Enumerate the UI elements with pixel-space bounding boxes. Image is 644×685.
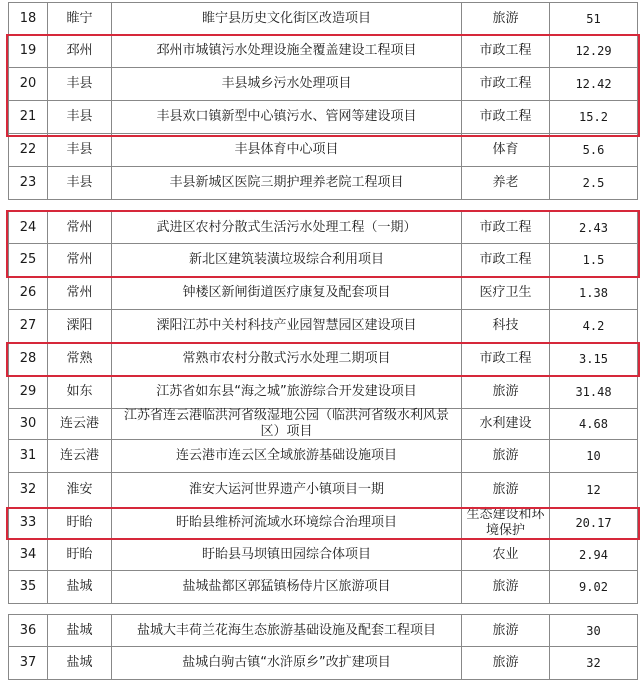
row-number: 31 bbox=[8, 440, 48, 472]
row-type: 旅游 bbox=[462, 571, 550, 603]
row-amount: 5.6 bbox=[550, 134, 638, 166]
row-type: 医疗卫生 bbox=[462, 277, 550, 309]
row-amount: 3.15 bbox=[550, 343, 638, 375]
row-project: 新北区建筑装潢垃圾综合利用项目 bbox=[112, 244, 462, 276]
row-project: 睢宁县历史文化街区改造项目 bbox=[112, 3, 462, 34]
row-amount: 4.68 bbox=[550, 409, 638, 439]
table-row bbox=[8, 473, 638, 508]
row-city: 丰县 bbox=[48, 68, 112, 100]
row-amount: 1.38 bbox=[550, 277, 638, 309]
row-type: 市政工程 bbox=[462, 35, 550, 67]
row-number: 21 bbox=[8, 101, 48, 133]
row-city: 连云港 bbox=[48, 409, 112, 439]
row-type: 旅游 bbox=[462, 440, 550, 472]
row-number: 30 bbox=[8, 409, 48, 439]
row-type: 市政工程 bbox=[462, 68, 550, 100]
row-number: 29 bbox=[8, 376, 48, 408]
table-row bbox=[8, 68, 638, 101]
row-number: 37 bbox=[8, 647, 48, 679]
row-city: 盐城 bbox=[48, 647, 112, 679]
row-city: 丰县 bbox=[48, 134, 112, 166]
row-number: 28 bbox=[8, 343, 48, 375]
row-number: 20 bbox=[8, 68, 48, 100]
row-city: 睢宁 bbox=[48, 3, 112, 34]
row-type: 市政工程 bbox=[462, 244, 550, 276]
row-type: 市政工程 bbox=[462, 212, 550, 243]
row-type: 科技 bbox=[462, 310, 550, 342]
row-city: 淮安 bbox=[48, 473, 112, 507]
table-row bbox=[8, 211, 638, 244]
row-project: 钟楼区新闸街道医疗康复及配套项目 bbox=[112, 277, 462, 309]
table-row bbox=[8, 244, 638, 277]
row-type: 旅游 bbox=[462, 473, 550, 507]
row-project: 盐城白驹古镇“水浒原乡”改扩建项目 bbox=[112, 647, 462, 679]
row-city: 盱眙 bbox=[48, 539, 112, 570]
row-amount: 12.29 bbox=[550, 35, 638, 67]
row-type: 市政工程 bbox=[462, 343, 550, 375]
row-project: 盱眙县维桥河流域水环境综合治理项目 bbox=[112, 508, 462, 538]
row-number: 23 bbox=[8, 167, 48, 199]
table-row bbox=[8, 647, 638, 680]
row-city: 丰县 bbox=[48, 101, 112, 133]
table-row bbox=[8, 440, 638, 473]
table-row bbox=[8, 167, 638, 200]
table-row bbox=[8, 571, 638, 604]
row-city: 常熟 bbox=[48, 343, 112, 375]
table-row bbox=[8, 409, 638, 440]
row-amount: 12 bbox=[550, 473, 638, 507]
row-number: 26 bbox=[8, 277, 48, 309]
row-number: 22 bbox=[8, 134, 48, 166]
row-amount: 20.17 bbox=[550, 508, 638, 538]
row-city: 盐城 bbox=[48, 571, 112, 603]
row-number: 33 bbox=[8, 508, 48, 538]
row-amount: 1.5 bbox=[550, 244, 638, 276]
row-project: 丰县新城区医院三期护理养老院工程项目 bbox=[112, 167, 462, 199]
row-project: 常熟市农村分散式污水处理二期项目 bbox=[112, 343, 462, 375]
row-amount: 30 bbox=[550, 615, 638, 646]
row-amount: 15.2 bbox=[550, 101, 638, 133]
table-row bbox=[8, 508, 638, 539]
row-type: 旅游 bbox=[462, 376, 550, 408]
row-city: 常州 bbox=[48, 244, 112, 276]
row-amount: 2.5 bbox=[550, 167, 638, 199]
row-city: 丰县 bbox=[48, 167, 112, 199]
row-number: 32 bbox=[8, 473, 48, 507]
row-city: 盐城 bbox=[48, 615, 112, 646]
row-city: 连云港 bbox=[48, 440, 112, 472]
row-project: 江苏省如东县“海之城”旅游综合开发建设项目 bbox=[112, 376, 462, 408]
row-city: 邳州 bbox=[48, 35, 112, 67]
row-number: 18 bbox=[8, 3, 48, 34]
row-number: 35 bbox=[8, 571, 48, 603]
table-row bbox=[8, 35, 638, 68]
table-row bbox=[8, 101, 638, 134]
row-city: 常州 bbox=[48, 277, 112, 309]
row-city: 如东 bbox=[48, 376, 112, 408]
row-amount: 9.02 bbox=[550, 571, 638, 603]
row-amount: 2.94 bbox=[550, 539, 638, 570]
row-project: 淮安大运河世界遗产小镇项目一期 bbox=[112, 473, 462, 507]
row-project: 武进区农村分散式生活污水处理工程（一期） bbox=[112, 212, 462, 243]
row-amount: 10 bbox=[550, 440, 638, 472]
row-number: 36 bbox=[8, 615, 48, 646]
table-row bbox=[8, 2, 638, 35]
row-amount: 12.42 bbox=[550, 68, 638, 100]
row-city: 常州 bbox=[48, 212, 112, 243]
row-number: 34 bbox=[8, 539, 48, 570]
row-project: 丰县欢口镇新型中心镇污水、管网等建设项目 bbox=[112, 101, 462, 133]
table-row bbox=[8, 539, 638, 571]
table-row bbox=[8, 614, 638, 647]
row-amount: 2.43 bbox=[550, 212, 638, 243]
table-row bbox=[8, 134, 638, 167]
row-type: 体育 bbox=[462, 134, 550, 166]
row-type: 水利建设 bbox=[462, 409, 550, 439]
row-project: 丰县体育中心项目 bbox=[112, 134, 462, 166]
row-amount: 31.48 bbox=[550, 376, 638, 408]
row-type: 旅游 bbox=[462, 3, 550, 34]
row-type: 农业 bbox=[462, 539, 550, 570]
row-type: 旅游 bbox=[462, 647, 550, 679]
row-project: 盐城盐都区郭猛镇杨侍片区旅游项目 bbox=[112, 571, 462, 603]
row-project: 溧阳江苏中关村科技产业园智慧园区建设项目 bbox=[112, 310, 462, 342]
row-number: 27 bbox=[8, 310, 48, 342]
table-row bbox=[8, 376, 638, 409]
row-project: 丰县城乡污水处理项目 bbox=[112, 68, 462, 100]
row-amount: 51 bbox=[550, 3, 638, 34]
table-row bbox=[8, 310, 638, 343]
row-project: 江苏省连云港临洪河省级湿地公园（临洪河省级水利风景区）项目 bbox=[112, 409, 462, 439]
row-project: 邳州市城镇污水处理设施全覆盖建设工程项目 bbox=[112, 35, 462, 67]
row-project: 盐城大丰荷兰花海生态旅游基础设施及配套工程项目 bbox=[112, 615, 462, 646]
row-type: 市政工程 bbox=[462, 101, 550, 133]
table-row bbox=[8, 277, 638, 310]
row-amount: 32 bbox=[550, 647, 638, 679]
row-project: 盱眙县马坝镇田园综合体项目 bbox=[112, 539, 462, 570]
row-type: 养老 bbox=[462, 167, 550, 199]
row-project: 连云港市连云区全域旅游基础设施项目 bbox=[112, 440, 462, 472]
row-number: 24 bbox=[8, 212, 48, 243]
row-city: 溧阳 bbox=[48, 310, 112, 342]
row-number: 25 bbox=[8, 244, 48, 276]
row-city: 盱眙 bbox=[48, 508, 112, 538]
row-amount: 4.2 bbox=[550, 310, 638, 342]
row-type: 生态建设和环境保护 bbox=[462, 508, 550, 538]
row-number: 19 bbox=[8, 35, 48, 67]
table-row bbox=[8, 343, 638, 376]
row-type: 旅游 bbox=[462, 615, 550, 646]
